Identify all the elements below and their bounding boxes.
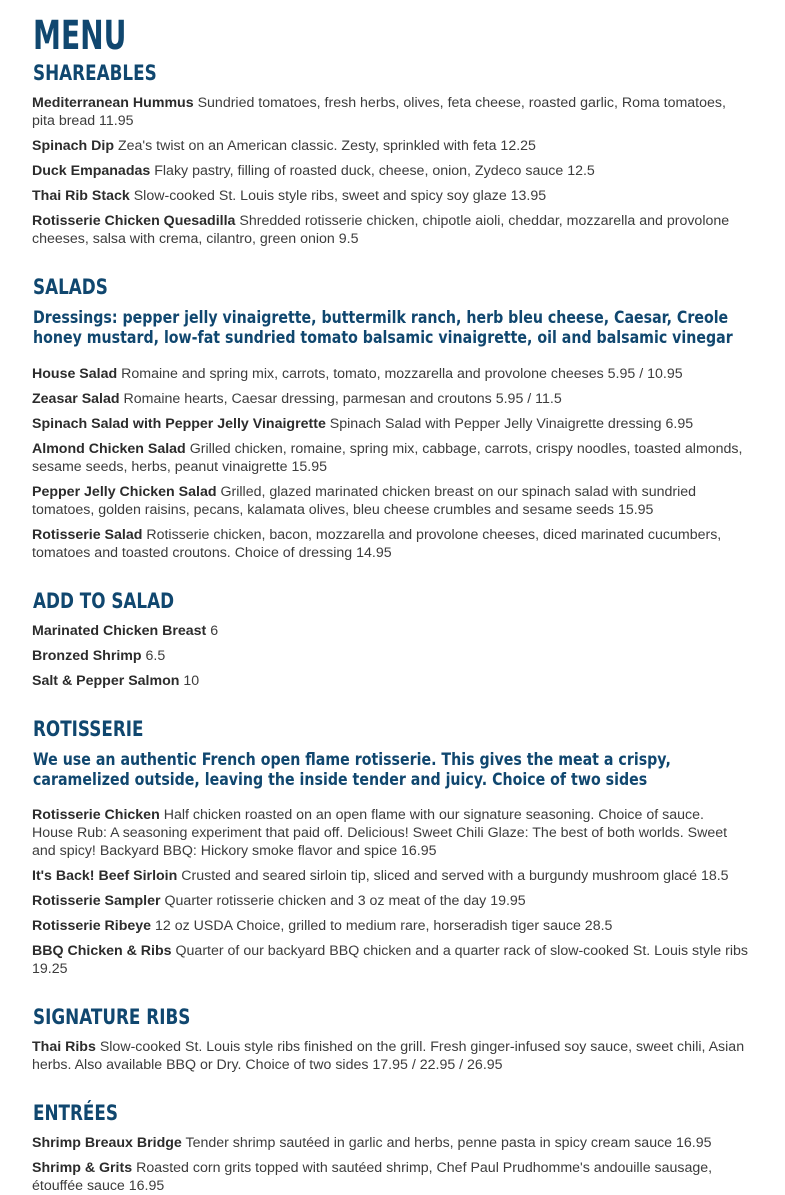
item-description: 12 oz USDA Choice, grilled to medium rare, horseradish tiger sauce 28.5: [155, 918, 613, 934]
menu-item: [32, 647, 748, 665]
item-name: Salt & Pepper Salmon: [32, 673, 180, 689]
menu-item: [32, 365, 748, 383]
item-description: Sundried tomatoes, fresh herbs, olives, feta cheese, roasted garlic, Roma tomatoes, pita bread 11.95: [32, 95, 726, 129]
menu-item: [32, 867, 748, 885]
item-name: House Salad: [32, 366, 118, 382]
menu-item: [32, 622, 748, 640]
item-name: Rotisserie Chicken Quesadilla: [32, 213, 236, 229]
section-heading: SHAREABLES: [33, 61, 157, 85]
item-name: Spinach Dip: [32, 138, 114, 154]
menu-item: [32, 526, 748, 562]
item-name: Rotisserie Ribeye: [32, 918, 152, 934]
item-description: Quarter of our backyard BBQ chicken and a quarter rack of slow-cooked St. Louis style ribs 19.25: [32, 943, 748, 977]
item-price: 6: [210, 623, 219, 639]
item-name: Marinated Chicken Breast: [32, 623, 207, 639]
item-name: Pepper Jelly Chicken Salad: [32, 484, 217, 500]
item-name: Shrimp Breaux Bridge: [32, 1135, 182, 1151]
item-description: Zea's twist on an American classic. Zesty, sprinkled with feta 12.25: [117, 138, 536, 154]
item-name: Duck Empanadas: [32, 163, 151, 179]
section-heading: SIGNATURE RIBS: [33, 1005, 191, 1029]
item-description: Rotisserie chicken, bacon, mozzarella and provolone cheeses, diced marinated cucumbers, tomatoes and toasted croutons. Choice of dressing 14.95: [32, 527, 722, 561]
menu-item: [32, 917, 748, 935]
menu-item: [32, 390, 748, 408]
menu-item: [32, 187, 748, 205]
item-description: Quarter rotisserie chicken and 3 oz meat of the day 19.95: [164, 893, 526, 909]
section-heading: ENTRÉES: [33, 1101, 118, 1125]
section-rotisserie: [32, 716, 751, 977]
item-name: Mediterranean Hummus: [32, 95, 194, 111]
section-heading: SALADS: [33, 275, 108, 299]
section-shareables: [32, 60, 751, 247]
item-description: Slow-cooked St. Louis style ribs finished on the grill. Fresh ginger-infused soy sauce, sweet chili, Asian herbs. Also available BBQ or Dry. Choice of two sides 17.95 / 22.95 / 26.95: [32, 1039, 745, 1073]
rotisserie-note: We use an authentic French open flame rotisserie. This gives the meat a crispy, caramelized outside, leaving the inside tender and juicy. Choice of two sides: [33, 750, 671, 789]
menu-item: [32, 137, 748, 155]
item-name: Rotisserie Sampler: [32, 893, 161, 909]
item-name: Thai Rib Stack: [32, 188, 130, 204]
item-description: Spinach Salad with Pepper Jelly Vinaigrette dressing 6.95: [329, 416, 694, 432]
menu-item: [32, 892, 748, 910]
section-signature-ribs: [32, 1004, 751, 1073]
item-description: Half chicken roasted on an open flame with our signature seasoning. Choice of sauce. House Rub: A seasoning experiment that paid off. Delicious! Sweet Chili Glaze: The best of both worlds. Sweet and spicy! Backyard BBQ: Hickory smoke flavor and spice 16.95: [32, 807, 728, 859]
item-description: Romaine hearts, Caesar dressing, parmesan and croutons 5.95 / 11.5: [123, 391, 562, 407]
dressings-note: Dressings: pepper jelly vinaigrette, buttermilk ranch, herb bleu cheese, Caesar, Creole honey mustard, low-fat sundried tomato balsamic vinaigrette, oil and balsamic vinegar: [33, 308, 733, 347]
item-name: Spinach Salad with Pepper Jelly Vinaigrette: [32, 416, 326, 432]
menu-item: [32, 806, 748, 860]
item-description: Grilled, glazed marinated chicken breast on our spinach salad with sundried tomatoes, golden raisins, pecans, kalamata olives, bleu cheese crumbles and sesame seeds 15.95: [32, 484, 697, 518]
menu-item: [32, 94, 748, 130]
menu-item: [32, 212, 748, 248]
menu-item: [32, 483, 748, 519]
menu-item: [32, 415, 748, 433]
item-description: Slow-cooked St. Louis style ribs, sweet and spicy soy glaze 13.95: [133, 188, 547, 204]
item-name: Rotisserie Salad: [32, 527, 143, 543]
menu-item: [32, 1159, 748, 1195]
section-entrees: [32, 1100, 751, 1194]
item-name: It's Back! Beef Sirloin: [32, 868, 178, 884]
item-description: Tender shrimp sautéed in garlic and herbs, penne pasta in spicy cream sauce 16.95: [185, 1135, 712, 1151]
item-description: Roasted corn grits topped with sautéed shrimp, Chef Paul Prudhomme's andouille sausage, étouffée sauce 16.95: [32, 1160, 713, 1194]
section-heading: ROTISSERIE: [33, 717, 144, 741]
item-description: Shredded rotisserie chicken, chipotle aioli, cheddar, mozzarella and provolone cheeses, salsa with crema, cilantro, green onion 9.5: [32, 213, 730, 247]
menu-item: [32, 1038, 748, 1074]
item-description: Grilled chicken, romaine, spring mix, cabbage, carrots, crispy noodles, toasted almonds, sesame seeds, herbs, peanut vinaigrette 15.95: [32, 441, 743, 475]
item-name: Shrimp & Grits: [32, 1160, 133, 1176]
item-name: Almond Chicken Salad: [32, 441, 186, 457]
menu-item: [32, 672, 748, 690]
menu-item: [32, 440, 748, 476]
section-heading: ADD TO SALAD: [33, 589, 175, 613]
item-name: Zeasar Salad: [32, 391, 120, 407]
item-name: Bronzed Shrimp: [32, 648, 142, 664]
item-name: Thai Ribs: [32, 1039, 96, 1055]
item-price: 6.5: [145, 648, 166, 664]
menu-item: [32, 162, 748, 180]
section-salads: [32, 274, 751, 561]
page-title: MENU: [33, 13, 127, 59]
section-add-to-salad: [32, 588, 751, 689]
item-description: Flaky pastry, filling of roasted duck, cheese, onion, Zydeco sauce 12.5: [154, 163, 595, 179]
menu-item: [32, 1134, 748, 1152]
menu-item: [32, 942, 748, 978]
item-description: Crusted and seared sirloin tip, sliced and served with a burgundy mushroom glacé 18.5: [181, 868, 729, 884]
menu-page: [32, 0, 751, 1194]
item-name: Rotisserie Chicken: [32, 807, 160, 823]
item-price: 10: [183, 673, 200, 689]
item-description: Romaine and spring mix, carrots, tomato, mozzarella and provolone cheeses 5.95 / 10.95: [121, 366, 683, 382]
item-name: BBQ Chicken & Ribs: [32, 943, 172, 959]
